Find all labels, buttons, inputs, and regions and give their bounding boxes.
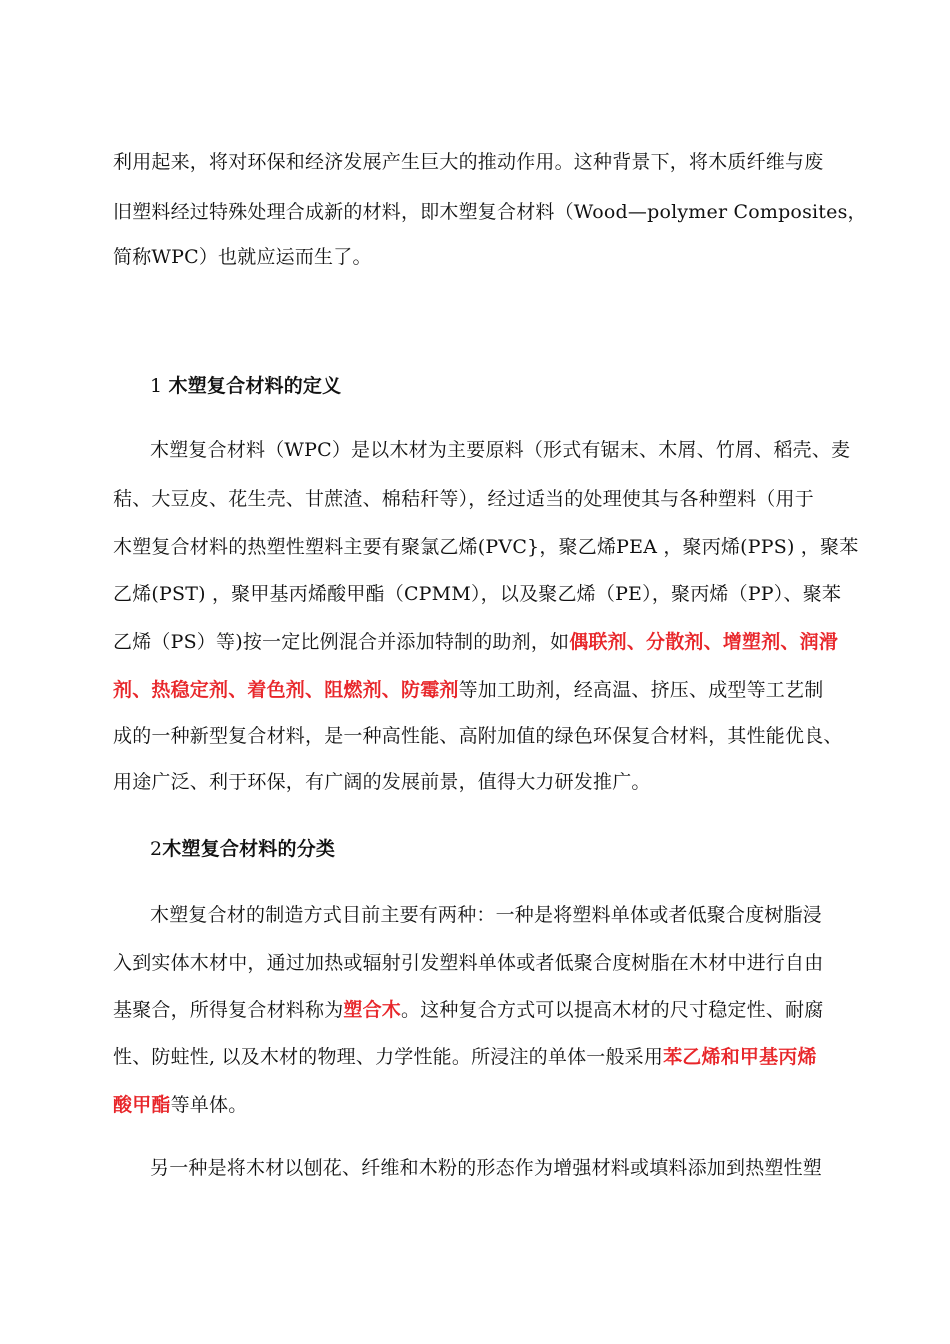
monomer-highlight-1: 苯乙烯和甲基丙烯 xyxy=(663,1046,817,1068)
section-1-title: 木塑复合材料的定义 xyxy=(168,375,342,397)
s1-p1-line-2: 秸、大豆皮、花生壳、甘蔗渣、棉秸秆等），经过适当的处理使其与各种塑料（用于 xyxy=(113,488,814,510)
s2-p1-line-2: 入到实体木材中，通过加热或辐射引发塑料单体或者低聚合度树脂在木材中进行自由 xyxy=(113,952,824,974)
section-1-heading xyxy=(150,374,341,398)
section-2-number: 2 xyxy=(150,838,163,860)
intro-line-2: 旧塑料经过特殊处理合成新的材料，即木塑复合材料（Wood—polymer Composites， xyxy=(113,201,867,223)
s2-p1-line-4-text: 性、防蛀性, 以及木材的物理、力学性能。所浸注的单体一般采用 xyxy=(113,1046,664,1068)
section-1-number: 1 xyxy=(150,375,169,397)
s2-p1-line-3-text-a: 基聚合，所得复合材料称为 xyxy=(113,999,344,1021)
s2-p1-line-3 xyxy=(113,998,823,1022)
s2-p1-line-1: 木塑复合材的制造方式目前主要有两种：一种是将塑料单体或者低聚合度树脂浸 xyxy=(150,904,823,926)
s2-p2-line-1: 另一种是将木材以刨花、纤维和木粉的形态作为增强材料或填料添加到热塑性塑 xyxy=(150,1157,823,1179)
s2-p1-line-3-text-b: 。这种复合方式可以提高木材的尺寸稳定性、耐腐 xyxy=(401,999,824,1021)
s1-p1-line-3: 木塑复合材料的热塑性塑料主要有聚氯乙烯(PVC}，聚乙烯PEA ，聚丙烯(PPS) ，聚苯 xyxy=(113,536,859,558)
s1-p1-line-4: 乙烯(PST) ，聚甲基丙烯酸甲酯（CPMM），以及聚乙烯（PE），聚丙烯（PP）、聚苯 xyxy=(113,583,842,605)
s1-p1-line-7: 成的一种新型复合材料，是一种高性能、高附加值的绿色环保复合材料，其性能优良、 xyxy=(113,725,843,747)
s1-p1-line-6-text: 等加工助剂，经高温、挤压、成型等工艺制 xyxy=(458,679,824,701)
additive-highlight-2: 剂、热稳定剂、着色剂、阻燃剂、防霉剂 xyxy=(113,679,459,701)
s2-p1-line-5 xyxy=(113,1093,247,1117)
s2-p1-line-4 xyxy=(113,1045,817,1069)
s1-p1-line-5-text: 乙烯（PS）等)按一定比例混合并添加特制的助剂，如 xyxy=(113,631,570,653)
intro-line-1: 利用起来，将对环保和经济发展产生巨大的推动作用。这种背景下，将木质纤维与废 xyxy=(113,151,824,173)
section-2-title: 木塑复合材料的分类 xyxy=(162,838,336,860)
additive-highlight-1: 偶联剂、分散剂、增塑剂、润滑 xyxy=(569,631,839,653)
intro-line-3: 简称WPC）也就应运而生了。 xyxy=(113,246,372,268)
s1-p1-line-8: 用途广泛、利于环保，有广阔的发展前景，值得大力研发推广。 xyxy=(113,771,651,793)
s1-p1-line-5 xyxy=(113,630,838,654)
s1-p1-line-1: 木塑复合材料（WPC）是以木材为主要原料（形式有锯末、木屑、竹屑、稻壳、麦 xyxy=(150,439,851,461)
monomer-highlight-2: 酸甲酯 xyxy=(113,1094,171,1116)
s2-p1-line-5-text: 等单体。 xyxy=(170,1094,248,1116)
section-2-heading xyxy=(150,837,335,861)
term-highlight-plastic-wood: 塑合木 xyxy=(343,999,402,1021)
s1-p1-line-6 xyxy=(113,678,823,702)
